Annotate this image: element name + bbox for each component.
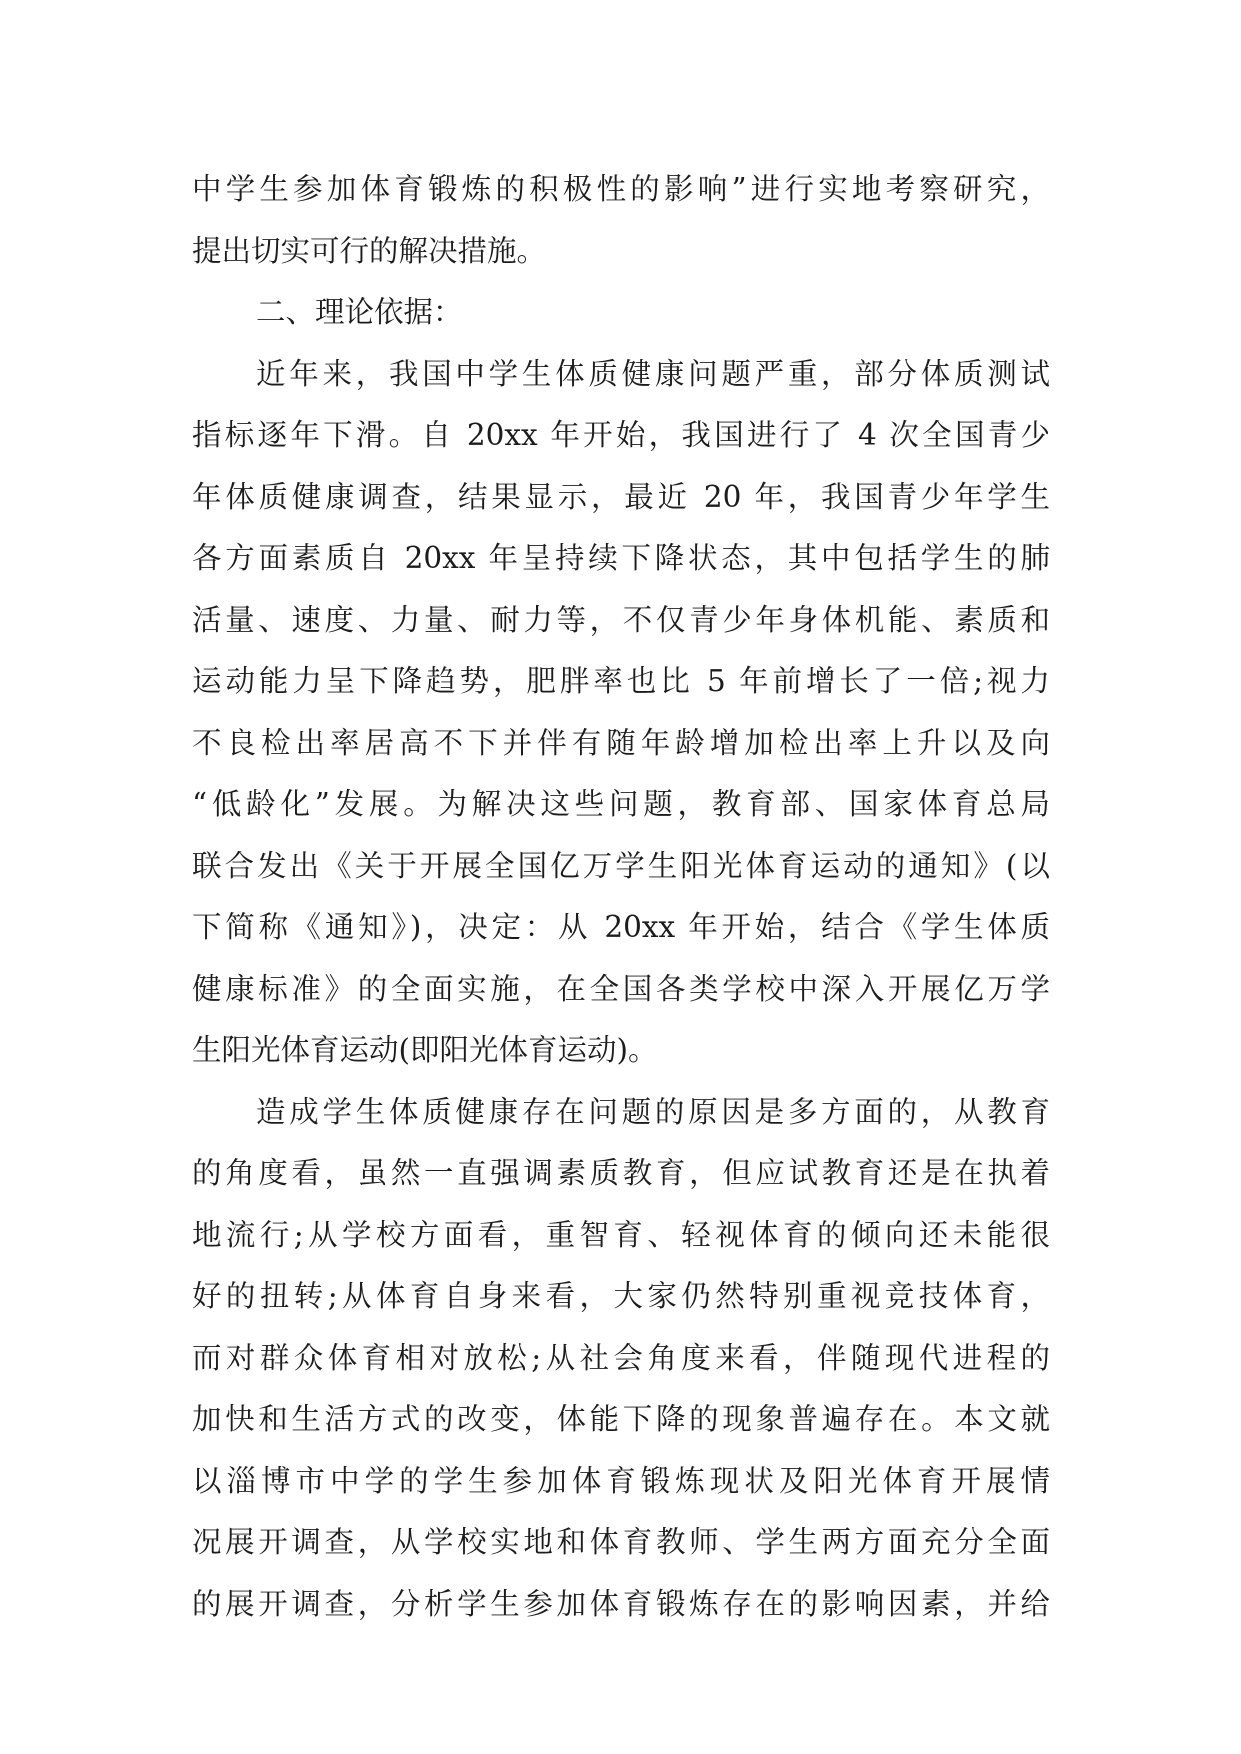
paragraph-3-line-12: 生阳光体育运动(即阳光体育运动)。 [192, 1033, 658, 1067]
body-text [192, 159, 1050, 1635]
paragraph-4-line-1: 造成学生体质健康存在问题的原因是多方面的，从教育 [256, 1094, 1050, 1129]
paragraph-3-line-8: “低龄化”发展。为解决这些问题，教育部、国家体育总局 [192, 787, 1050, 821]
paragraph-4-line-4: 好的扭转;从体育自身来看，大家仍然特别重视竞技体育， [192, 1279, 1050, 1313]
paragraph-4-line-7: 以淄博市中学的学生参加体育锻炼现状及阳光体育开展情 [192, 1463, 1050, 1498]
paragraph-3-line-5: 活量、速度、力量、耐力等，不仅青少年身体机能、素质和 [192, 602, 1050, 637]
paragraph-3-line-9: 联合发出《关于开展全国亿万学生阳光体育运动的通知》(以 [192, 848, 1050, 883]
paragraph-1-line-2: 提出切实可行的解决措施。 [192, 233, 547, 268]
paragraph-4-line-6: 加快和生活方式的改变，体能下降的现象普遍存在。本文就 [192, 1402, 1050, 1436]
paragraph-3-line-11: 健康标准》的全面实施，在全国各类学校中深入开展亿万学 [192, 971, 1050, 1006]
paragraph-3-line-2: 指标逐年下滑。自 20xx 年开始，我国进行了 4 次全国青少 [192, 418, 1050, 452]
paragraph-3-line-7: 不良检出率居高不下并伴有随年龄增加检出率上升以及向 [192, 725, 1050, 760]
paragraph-4-line-9: 的展开调查，分析学生参加体育锻炼存在的影响因素，并给 [192, 1586, 1050, 1621]
paragraph-4-line-2: 的角度看，虽然一直强调素质教育，但应试教育还是在执着 [192, 1156, 1050, 1190]
paragraph-3-line-3: 年体质健康调查，结果显示，最近 20 年，我国青少年学生 [192, 479, 1050, 514]
section-heading: 二、理论依据： [256, 295, 463, 329]
paragraph-3-line-4: 各方面素质自 20xx 年呈持续下降状态，其中包括学生的肺 [192, 541, 1050, 575]
paragraph-3-line-6: 运动能力呈下降趋势，肥胖率也比 5 年前增长了一倍;视力 [192, 664, 1050, 698]
paragraph-1-line-1: 中学生参加体育锻炼的积极性的影响”进行实地考察研究， [192, 172, 1050, 206]
paragraph-3-line-1: 近年来，我国中学生体质健康问题严重，部分体质测试 [256, 356, 1050, 391]
paragraph-4-line-8: 况展开调查，从学校实地和体育教师、学生两方面充分全面 [192, 1525, 1050, 1559]
paragraph-3-line-10: 下简称《通知》)，决定：从 20xx 年开始，结合《学生体质 [192, 910, 1050, 944]
paragraph-4-line-3: 地流行;从学校方面看，重智育、轻视体育的倾向还未能很 [192, 1217, 1050, 1252]
paragraph-4-line-5: 而对群众体育相对放松;从社会角度来看，伴随现代进程的 [192, 1340, 1050, 1375]
